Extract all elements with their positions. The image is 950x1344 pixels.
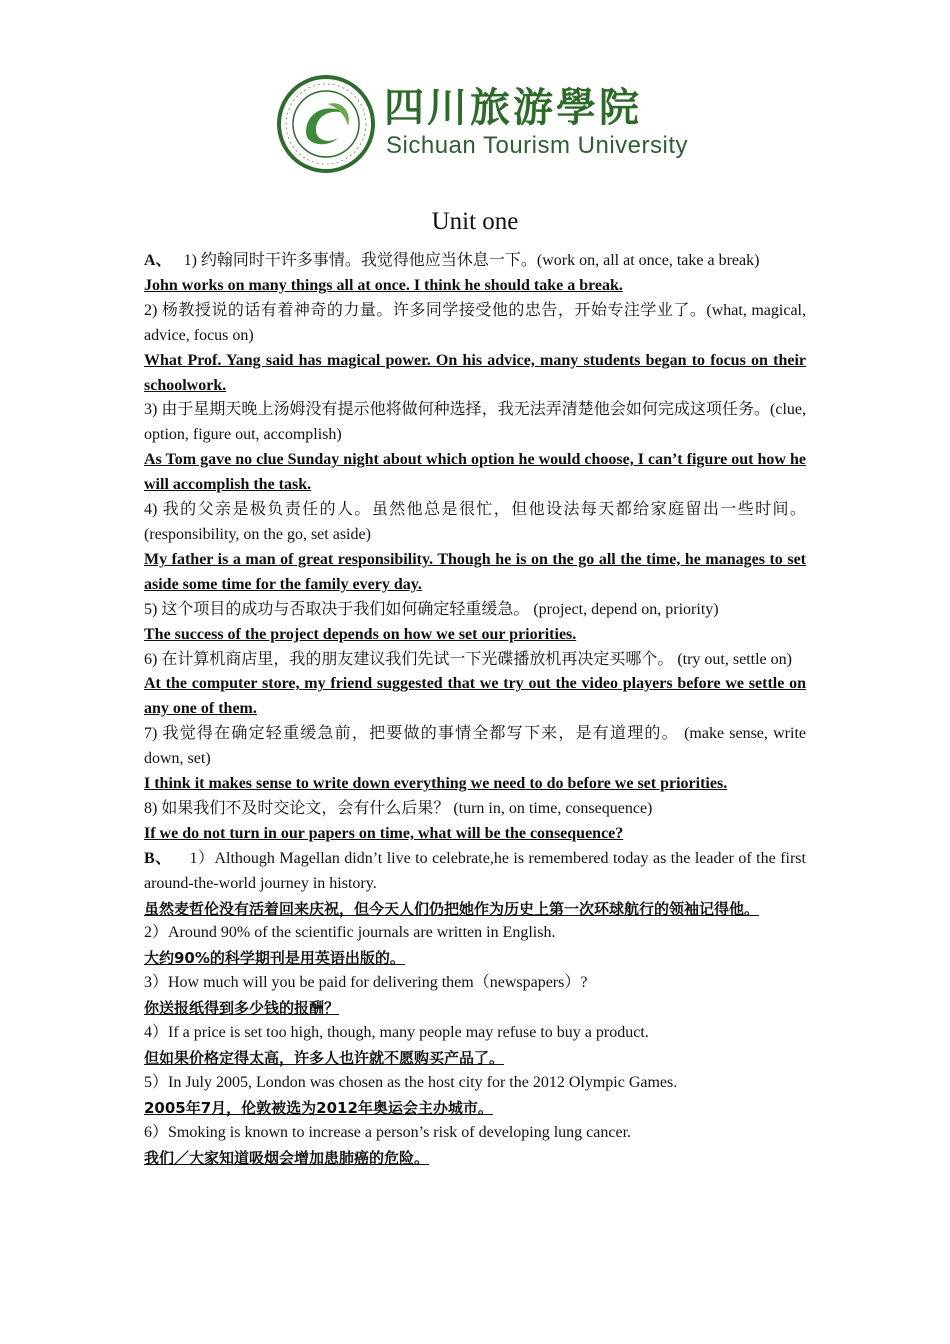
- university-name-cn: 四川旅游學院: [384, 84, 642, 131]
- exercise-question: 7) 我觉得在确定轻重缓急前，把要做的事情全都写下来，是有道理的。 (make sense, write down, set): [144, 725, 806, 768]
- university-name-en: Sichuan Tourism University: [386, 132, 688, 159]
- exercise-question: 3) 由于星期天晚上汤姆没有提示他将做何种选择，我无法弄清楚他会如何完成这项任务。(clue, option, figure out, accomplish): [144, 401, 806, 444]
- exercise-question: 2) 杨教授说的话有着神奇的力量。许多同学接受他的忠告，开始专注学业了。(what, magical, advice, focus on): [144, 301, 806, 344]
- exercise-question: 5）In July 2005, London was chosen as the host city for the 2012 Olympic Games.: [144, 1073, 678, 1091]
- exercise-question: 4）If a price is set too high, though, many people may refuse to buy a product.: [144, 1024, 649, 1042]
- exercise-answer: I think it makes sense to write down everything we need to do before we set priorities.: [144, 775, 728, 793]
- exercise-answer: The success of the project depends on how we set our priorities.: [144, 625, 577, 643]
- exercise-answer: 大约90%的科学期刊是用英语出版的。: [144, 949, 405, 968]
- exercise-answer: If we do not turn in our papers on time, what will be the consequence?: [144, 824, 624, 842]
- exercise-answer: 你送报纸得到多少钱的报酬？: [144, 999, 340, 1018]
- question-text: 1) 约翰同时干许多事情。我觉得他应当休息一下。(work on, all at once, take a break): [183, 252, 760, 269]
- exercise-answer: At the computer store, my friend suggested that we try out the video players before we settle on any one of them.: [144, 675, 806, 718]
- exercise-question: 6）Smoking is known to increase a person’s risk of developing lung cancer.: [144, 1123, 632, 1141]
- question-text: 1）Although Magellan didn’t live to celebrate,he is remembered today as the leader of the first around-the-world journey in history.: [144, 849, 806, 892]
- exercise-answer: My father is a man of great responsibility. Though he is on the go all the time, he manages to set aside some time for the family every day.: [144, 550, 806, 593]
- exercise-answer: 但如果价格定得太高，许多人也许就不愿购买产品了。: [144, 1049, 505, 1067]
- section-a-marker: A、: [144, 252, 172, 269]
- exercise-question: 3）How much will you be paid for delivering them（newspapers）?: [144, 974, 588, 992]
- exercise-answer: As Tom gave no clue Sunday night about which option he would choose, I can’t figure out how he will accomplish the task.: [144, 451, 806, 494]
- exercise-answer: 我们／大家知道吸烟会增加患肺癌的危险。: [144, 1148, 430, 1167]
- university-seal-icon: [276, 74, 380, 174]
- exercise-question: [144, 249, 806, 274]
- exercise-question: 6) 在计算机商店里，我的朋友建议我们先试一下光碟播放机再决定买哪个。 (try out, settle on): [144, 650, 792, 668]
- exercise-question: 8) 如果我们不及时交论文，会有什么后果？ (turn in, on time, consequence): [144, 799, 653, 817]
- section-b-marker: B、: [144, 849, 172, 867]
- exercise-answer: John works on many things all at once. I think he should take a break.: [144, 276, 623, 294]
- page-title: Unit one: [431, 208, 519, 235]
- exercise-question: [144, 847, 806, 897]
- exercise-answer: 2005年7月，伦敦被选为2012年奥运会主办城市。: [144, 1098, 493, 1117]
- exercise-answer: 虽然麦哲伦没有活着回来庆祝，但今天人们仍把她作为历史上第一次环球航行的领袖记得他。: [144, 899, 760, 918]
- exercise-question: 4) 我的父亲是极负责任的人。虽然他总是很忙，但他设法每天都给家庭留出一些时间。(responsibility, on the go, set aside): [144, 501, 806, 543]
- exercise-content: [144, 249, 806, 1171]
- exercise-question: 5) 这个项目的成功与否取决于我们如何确定轻重缓急。 (project, depend on, priority): [144, 600, 719, 618]
- exercise-question: 2）Around 90% of the scientific journals are written in English.: [144, 924, 556, 942]
- exercise-answer: What Prof. Yang said has magical power. On his advice, many students began to focus on their schoolwork.: [144, 351, 806, 394]
- university-logo: [276, 74, 696, 174]
